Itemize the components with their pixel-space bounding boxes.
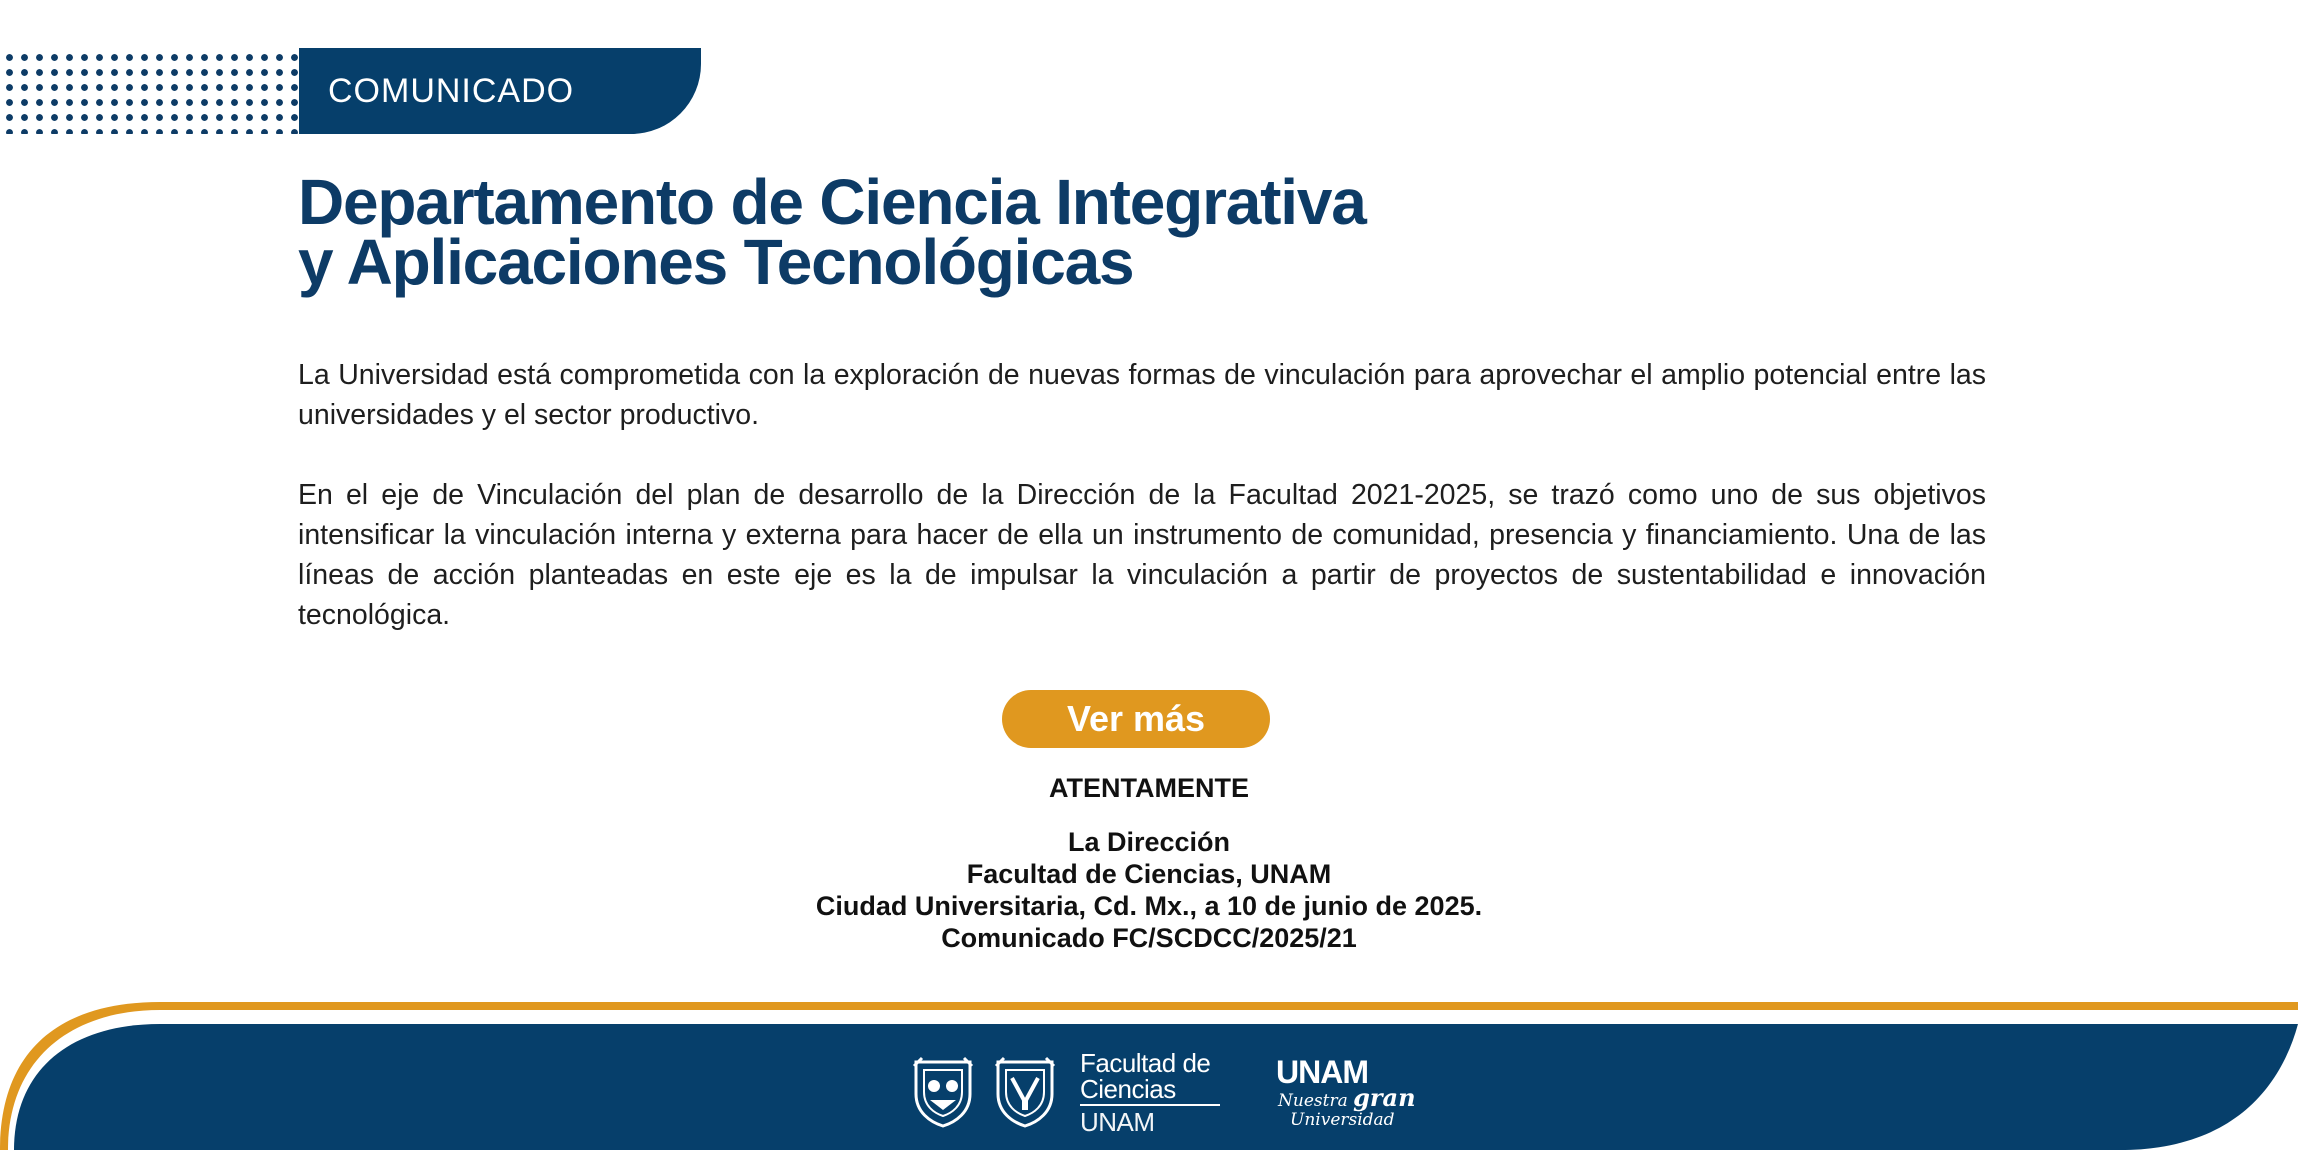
ver-mas-label: Ver más	[1066, 698, 1206, 739]
unam-slogan-universidad: Universidad	[1290, 1109, 1395, 1130]
signature-line-communique-id: Comunicado FC/SCDCC/2025/21	[941, 923, 1357, 953]
comunicado-tag	[299, 48, 701, 134]
intro-paragraph: La Universidad está comprometida con la exploración de nuevas formas de vinculación para aprovechar el amplio potencial entre las universidades y el sector productivo.	[298, 359, 1986, 431]
unam-slogan-nuestra: Nuestra	[1278, 1090, 1348, 1111]
footer-logos	[910, 1047, 1416, 1137]
dot-pattern-decoration	[0, 48, 300, 134]
unam-slogan-gran: gran	[1353, 1082, 1416, 1112]
ver-mas-button[interactable]	[1002, 690, 1270, 748]
page-title	[298, 166, 1366, 298]
faculty-name-line-2: Ciencias	[1080, 1073, 1176, 1104]
signature-block	[0, 826, 2298, 954]
unam-seal-icon	[910, 1056, 976, 1128]
faculty-wordmark	[1080, 1047, 1220, 1137]
faculty-unam-label: UNAM	[1080, 1106, 1155, 1137]
title-line-1: Departamento de Ciencia Integrativa	[298, 166, 1366, 238]
faculty-seal-icon	[992, 1056, 1058, 1128]
faculty-wordmark-rule	[1080, 1104, 1220, 1106]
faculty-name-line-1: Facultad de	[1080, 1047, 1211, 1078]
signature-line-place-date: Ciudad Universitaria, Cd. Mx., a 10 de junio de 2025.	[815, 891, 1483, 921]
title-line-2: y Aplicaciones Tecnológicas	[298, 226, 1134, 298]
unam-logo	[1276, 1053, 1416, 1130]
comunicado-tag-label: COMUNICADO	[328, 71, 575, 110]
signature-line-direccion: La Dirección	[1067, 827, 1231, 857]
vinculacion-paragraph: En el eje de Vinculación del plan de desarrollo de la Dirección de la Facultad 2021-2025, se trazó como uno de sus objetivos intensificar la vinculación interna y externa para hacer de ella un instrumento de comunidad, presencia y financiamiento. Una de las líneas de acción planteadas en este eje es la de impulsar la vinculación a partir de proyectos de sustentabilidad e innovación tecnológica.	[298, 479, 1986, 631]
salutation: ATENTAMENTE	[1049, 773, 1249, 803]
signature-line-facultad: Facultad de Ciencias, UNAM	[966, 859, 1332, 889]
unam-logo-text: UNAM	[1276, 1053, 1368, 1090]
unam-slogan-line-1	[1278, 1082, 1416, 1112]
